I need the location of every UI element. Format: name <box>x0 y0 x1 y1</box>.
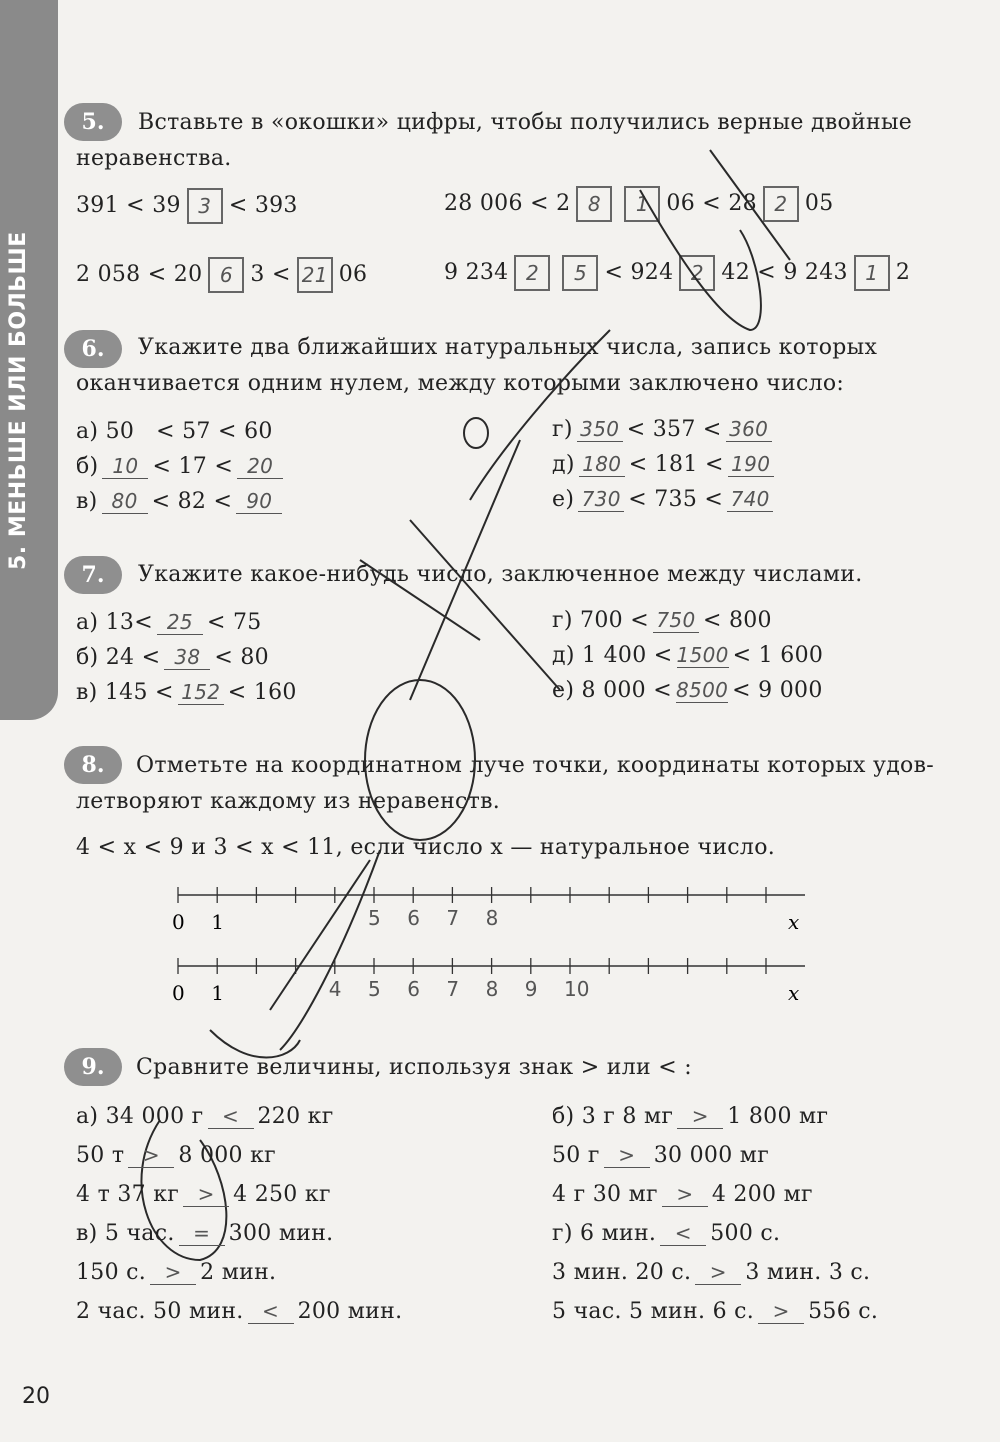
ray-point-mark: 6 <box>407 906 420 930</box>
ray-axis-label: x <box>788 981 800 1005</box>
coordinate-ray-2 <box>172 958 805 1005</box>
comparison-sign-field[interactable]: > <box>758 1299 804 1324</box>
section-title: 5. МЕНЬШЕ ИЛИ БОЛЬШЕ <box>6 231 31 570</box>
digit-box[interactable]: 6 <box>208 257 244 293</box>
task-7-item: г) 700 < 750 < 800 <box>552 608 772 633</box>
ray-axis-label: x <box>788 910 800 934</box>
answer-field[interactable]: 152 <box>178 680 224 705</box>
task-6-item: б) 10 < 17 < 20 <box>76 454 287 479</box>
task-9-text: Сравните величины, используя знак > или < : <box>136 1055 692 1080</box>
task-6-item: в) 80 < 82 < 90 <box>76 489 286 514</box>
answer-field[interactable]: 80 <box>102 489 148 514</box>
task-5-text: Вставьте в «окошки» цифры, чтобы получились верные двойные <box>138 110 913 135</box>
task-8-number: 8. <box>64 746 122 784</box>
task-9-item: 50 т > 8 000 кг <box>76 1143 277 1168</box>
task-7-number: 7. <box>64 556 122 594</box>
task-9-item: 2 час. 50 мин. < 200 мин. <box>76 1299 403 1324</box>
digit-box[interactable]: 1 <box>854 255 890 291</box>
answer-field[interactable]: 740 <box>727 487 773 512</box>
comparison-sign-field[interactable]: < <box>208 1104 254 1129</box>
comparison-sign-field[interactable]: > <box>695 1260 741 1285</box>
ray-zero-label: 0 <box>172 910 185 934</box>
answer-field[interactable]: 25 <box>157 610 203 635</box>
comparison-sign-field[interactable]: = <box>179 1221 225 1246</box>
task-6-text-2: оканчивается одним нулем, между которыми заключено число: <box>76 371 845 396</box>
answer-field[interactable]: 90 <box>236 489 282 514</box>
coordinate-ray-1 <box>172 887 805 934</box>
task-6-item: д) 180 < 181 < 190 <box>552 452 778 477</box>
task-8-text-2: летворяют каждому из неравенств. <box>76 789 501 814</box>
comparison-sign-field[interactable]: < <box>248 1299 294 1324</box>
task-5-text-2: неравенства. <box>76 146 232 171</box>
task-9-item: а) 34 000 г < 220 кг <box>76 1104 334 1129</box>
ray-point-mark: 8 <box>485 977 499 1001</box>
ray-point-mark: 5 <box>368 977 381 1001</box>
answer-field[interactable]: 730 <box>578 487 624 512</box>
task-9-number: 9. <box>64 1048 122 1086</box>
comparison-sign-field[interactable]: > <box>183 1182 229 1207</box>
comparison-sign-field[interactable]: < <box>660 1221 706 1246</box>
answer-field[interactable]: 10 <box>102 454 148 479</box>
task-5-row-1a: 391 < 39 3 < 393 <box>76 188 298 224</box>
comparison-sign-field[interactable]: > <box>128 1143 174 1168</box>
digit-box[interactable]: 21 <box>297 257 333 293</box>
task-9-item: 4 т 37 кг > 4 250 кг <box>76 1182 331 1207</box>
task-9-item: 5 час. 5 мин. 6 с. > 556 с. <box>552 1299 879 1324</box>
ray-point-mark: 6 <box>407 977 420 1001</box>
task-9-item: 3 мин. 20 с. > 3 мин. 3 с. <box>552 1260 871 1285</box>
answer-field[interactable]: 360 <box>726 417 772 442</box>
answer-field[interactable]: 190 <box>728 452 774 477</box>
digit-box[interactable]: 2 <box>763 186 799 222</box>
task-9-item: в) 5 час. = 300 мин. <box>76 1221 334 1246</box>
task-5-row-2a: 2 058 < 20 6 3 < 21 06 <box>76 257 367 293</box>
task-7-item: а) 13< 25 < 75 <box>76 610 262 635</box>
digit-box[interactable]: 8 <box>576 186 612 222</box>
task-7-item: б) 24 < 38 < 80 <box>76 645 269 670</box>
answer-field[interactable]: 1500 <box>676 643 729 667</box>
task-9-item: 4 г 30 мг > 4 200 мг <box>552 1182 813 1207</box>
ray-point-mark: 10 <box>564 977 590 1001</box>
task-7-text: Укажите какое-нибудь число, заключенное между числами. <box>138 562 863 587</box>
answer-field[interactable]: 180 <box>579 452 625 477</box>
page-number: 20 <box>22 1384 50 1409</box>
task-7-item: в) 145 < 152 < 160 <box>76 680 297 705</box>
task-5-number: 5. <box>64 103 122 141</box>
comparison-sign-field[interactable]: > <box>150 1260 196 1285</box>
task-6-item: е) 730 < 735 < 740 <box>552 487 777 512</box>
ray-point-mark: 7 <box>446 906 460 930</box>
ray-one-label: 1 <box>211 981 224 1005</box>
comparison-sign-field[interactable]: > <box>677 1104 723 1129</box>
answer-field[interactable]: 350 <box>577 417 623 442</box>
task-5-row-2b: 9 234 2 5 < 924 2 42 < 9 243 1 2 <box>444 255 910 291</box>
ray-one-label: 1 <box>211 910 224 934</box>
task-9-item: б) 3 г 8 мг > 1 800 мг <box>552 1104 829 1129</box>
comparison-sign-field[interactable]: > <box>604 1143 650 1168</box>
digit-box[interactable]: 2 <box>679 255 715 291</box>
task-7-item: д) 1 400 < 1500 < 1 600 <box>552 643 824 668</box>
task-9-item: г) 6 мин. < 500 с. <box>552 1221 781 1246</box>
answer-field[interactable]: 750 <box>653 608 699 633</box>
ray-zero-label: 0 <box>172 981 185 1005</box>
ray-point-mark: 5 <box>368 906 381 930</box>
task-8-condition: 4 < x < 9 и 3 < x < 11, если число x — натуральное число. <box>76 835 776 860</box>
task-5-row-1b: 28 006 < 2 8 1 06 < 28 2 05 <box>444 186 834 222</box>
ray-point-mark: 9 <box>524 977 538 1001</box>
ray-point-mark: 7 <box>446 977 460 1001</box>
digit-box[interactable]: 2 <box>514 255 550 291</box>
task-6-item: г) 350 < 357 < 360 <box>552 417 776 442</box>
answer-field[interactable]: 20 <box>237 454 283 479</box>
task-9-item: 50 г > 30 000 мг <box>552 1143 770 1168</box>
task-6-number: 6. <box>64 330 122 368</box>
digit-box[interactable]: 5 <box>562 255 598 291</box>
answer-field[interactable]: 8500 <box>676 678 729 702</box>
digit-box[interactable]: 3 <box>187 188 223 224</box>
task-7-item: е) 8 000 < 8500 < 9 000 <box>552 678 823 703</box>
task-6-text: Укажите два ближайших натуральных числа, запись которых <box>138 335 878 360</box>
digit-box[interactable]: 1 <box>624 186 660 222</box>
ray-point-mark: 8 <box>485 906 499 930</box>
answer-field[interactable]: 38 <box>164 645 210 670</box>
task-8-text: Отметьте на координатном луче точки, координаты которых удов- <box>136 753 935 778</box>
comparison-sign-field[interactable]: > <box>662 1182 708 1207</box>
ray-point-mark: 4 <box>328 977 342 1001</box>
handwritten-watermark <box>141 150 790 1260</box>
task-6-item: а) 50 < 57 < 60 <box>76 419 273 444</box>
task-9-item: 150 с. > 2 мин. <box>76 1260 277 1285</box>
